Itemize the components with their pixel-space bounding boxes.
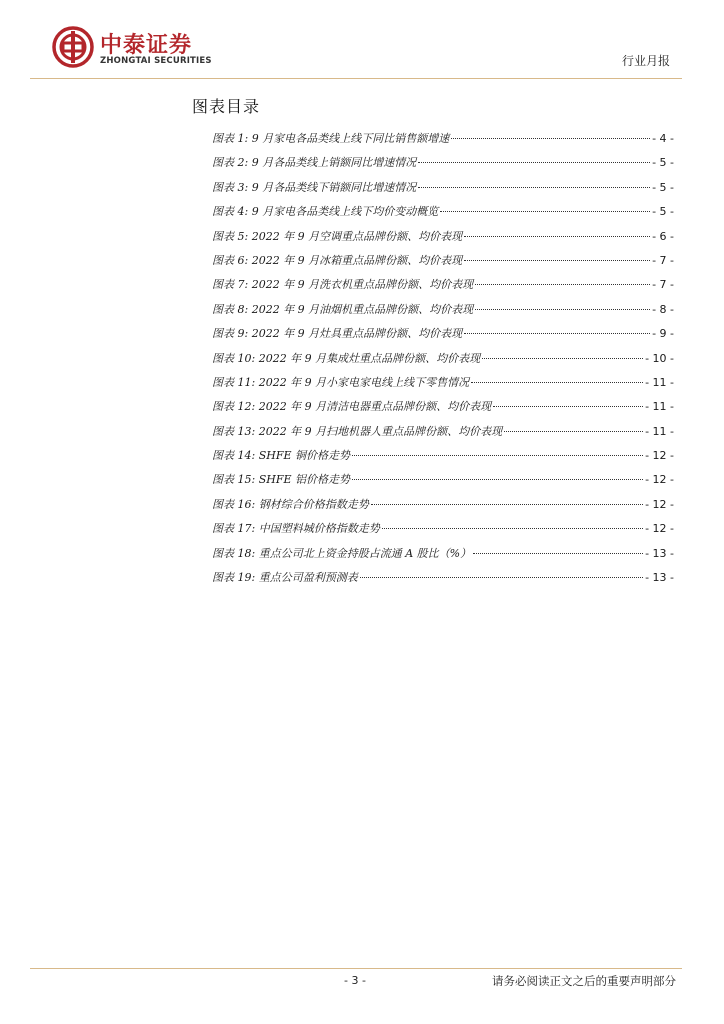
dot-leader <box>464 236 650 237</box>
toc-entry-9[interactable] <box>212 325 674 349</box>
dot-leader <box>473 553 643 554</box>
logo-chinese-name: 中泰证券 <box>100 33 193 58</box>
toc-entry-page[interactable]: - 7 - <box>652 253 674 267</box>
toc-entry-label[interactable]: 图表 10: 2022 年 9 月集成灶重点品牌份额、均价表现 <box>212 351 481 365</box>
toc-entry-13[interactable] <box>212 423 674 447</box>
toc-entry-label[interactable]: 图表 3: 9 月各品类线下销额同比增速情况 <box>212 180 417 194</box>
toc-entry-page[interactable]: - 6 - <box>652 229 674 243</box>
toc-entry-5[interactable] <box>212 228 674 252</box>
toc-entry-page[interactable]: - 12 - <box>645 473 674 487</box>
toc-entry-page[interactable]: - 12 - <box>645 449 674 463</box>
dot-leader <box>464 260 650 261</box>
toc-entry-page[interactable]: - 5 - <box>652 180 674 194</box>
toc-entry-11[interactable] <box>212 374 674 398</box>
toc-entry-6[interactable] <box>212 252 674 276</box>
dot-leader <box>504 431 643 432</box>
dot-leader <box>418 162 650 163</box>
toc-title: 图表目录 <box>192 97 261 116</box>
toc-entry-19[interactable] <box>212 569 674 593</box>
toc-entry-label[interactable]: 图表 13: 2022 年 9 月扫地机器人重点品牌份额、均价表现 <box>212 424 503 438</box>
footer-divider <box>30 968 682 969</box>
toc-entry-label[interactable]: 图表 1: 9 月家电各品类线上线下同比销售额增速 <box>212 132 450 145</box>
dot-leader <box>475 284 650 285</box>
toc-entry-page[interactable]: - 11 - <box>645 400 674 414</box>
toc-entry-8[interactable] <box>212 301 674 325</box>
toc-entry-page[interactable]: - 13 - <box>645 571 674 585</box>
toc-entry-15[interactable] <box>212 471 674 495</box>
toc-entry-label[interactable]: 图表 16: 钢材综合价格指数走势 <box>212 497 369 511</box>
toc-entry-page[interactable]: - 5 - <box>652 205 674 219</box>
toc-entry-page[interactable]: - 13 - <box>645 546 674 560</box>
toc-entry-label[interactable]: 图表 17: 中国塑料城价格指数走势 <box>212 522 380 536</box>
toc-entry-label[interactable]: 图表 12: 2022 年 9 月清洁电器重点品牌份额、均价表现 <box>212 400 492 414</box>
dot-leader <box>352 455 643 456</box>
toc-entry-label[interactable]: 图表 5: 2022 年 9 月空调重点品牌份额、均价表现 <box>212 229 463 243</box>
dot-leader <box>352 479 643 480</box>
footer-disclaimer: 请务必阅读正文之后的重要声明部分 <box>492 974 676 988</box>
dot-leader <box>493 406 643 407</box>
dot-leader <box>475 309 650 310</box>
toc-entry-page[interactable]: - 11 - <box>645 424 674 438</box>
toc-entry-16[interactable] <box>212 496 674 520</box>
toc-entry-1[interactable] <box>212 130 674 154</box>
company-logo <box>52 26 222 76</box>
dot-leader <box>471 382 643 383</box>
toc-entry-label[interactable]: 图表 7: 2022 年 9 月洗衣机重点品牌份额、均价表现 <box>212 278 474 292</box>
dot-leader <box>360 577 643 578</box>
toc-entry-7[interactable] <box>212 276 674 300</box>
toc-entry-label[interactable]: 图表 14: SHFE 铜价格走势 <box>212 449 350 463</box>
toc-entry-4[interactable] <box>212 203 674 227</box>
toc-entry-page[interactable]: - 5 - <box>652 156 674 170</box>
page-header <box>0 0 724 80</box>
toc-entry-label[interactable]: 图表 8: 2022 年 9 月油烟机重点品牌份额、均价表现 <box>212 302 474 316</box>
dot-leader <box>451 138 650 139</box>
header-divider <box>30 78 682 79</box>
dot-leader <box>464 333 650 334</box>
toc-entry-17[interactable] <box>212 520 674 544</box>
toc-entry-label[interactable]: 图表 18: 重点公司北上资金持股占流通 A 股比（%） <box>212 546 472 560</box>
toc-entry-label[interactable]: 图表 15: SHFE 铝价格走势 <box>212 473 350 487</box>
toc-entry-label[interactable]: 图表 2: 9 月各品类线上销额同比增速情况 <box>212 156 417 170</box>
dot-leader <box>440 211 650 212</box>
toc-entry-page[interactable]: - 9 - <box>652 327 674 341</box>
toc-entry-page[interactable]: - 11 - <box>645 375 674 389</box>
toc-entry-label[interactable]: 图表 9: 2022 年 9 月灶具重点品牌份额、均价表现 <box>212 327 463 341</box>
toc-entry-label[interactable]: 图表 4: 9 月家电各品类线上线下均价变动概览 <box>212 205 439 219</box>
toc-entry-14[interactable] <box>212 447 674 471</box>
toc-entry-2[interactable] <box>212 154 674 178</box>
dot-leader <box>482 358 643 359</box>
toc-entry-page[interactable]: - 7 - <box>652 278 674 292</box>
toc-entry-10[interactable] <box>212 350 674 374</box>
dot-leader <box>371 504 643 505</box>
toc-entry-label[interactable]: 图表 11: 2022 年 9 月小家电家电线上线下零售情况 <box>212 375 470 389</box>
toc-entry-12[interactable] <box>212 398 674 422</box>
toc-list <box>212 130 674 593</box>
toc-entry-18[interactable] <box>212 545 674 569</box>
dot-leader <box>382 528 643 529</box>
logo-english-name: ZHONGTAI SECURITIES <box>100 56 212 66</box>
dot-leader <box>418 187 650 188</box>
report-type-label: 行业月报 <box>621 54 670 68</box>
toc-entry-label[interactable]: 图表 6: 2022 年 9 月冰箱重点品牌份额、均价表现 <box>212 253 463 267</box>
page-number: - 3 - <box>344 974 366 987</box>
toc-entry-page[interactable]: - 10 - <box>645 351 674 365</box>
toc-entry-page[interactable]: - 4 - <box>652 132 674 145</box>
toc-entry-page[interactable]: - 12 - <box>645 497 674 511</box>
toc-entry-page[interactable]: - 8 - <box>652 302 674 316</box>
zhongtai-logo-icon <box>52 26 94 68</box>
toc-entry-label[interactable]: 图表 19: 重点公司盈利预测表 <box>212 571 358 585</box>
toc-entry-3[interactable] <box>212 179 674 203</box>
toc-entry-page[interactable]: - 12 - <box>645 522 674 536</box>
